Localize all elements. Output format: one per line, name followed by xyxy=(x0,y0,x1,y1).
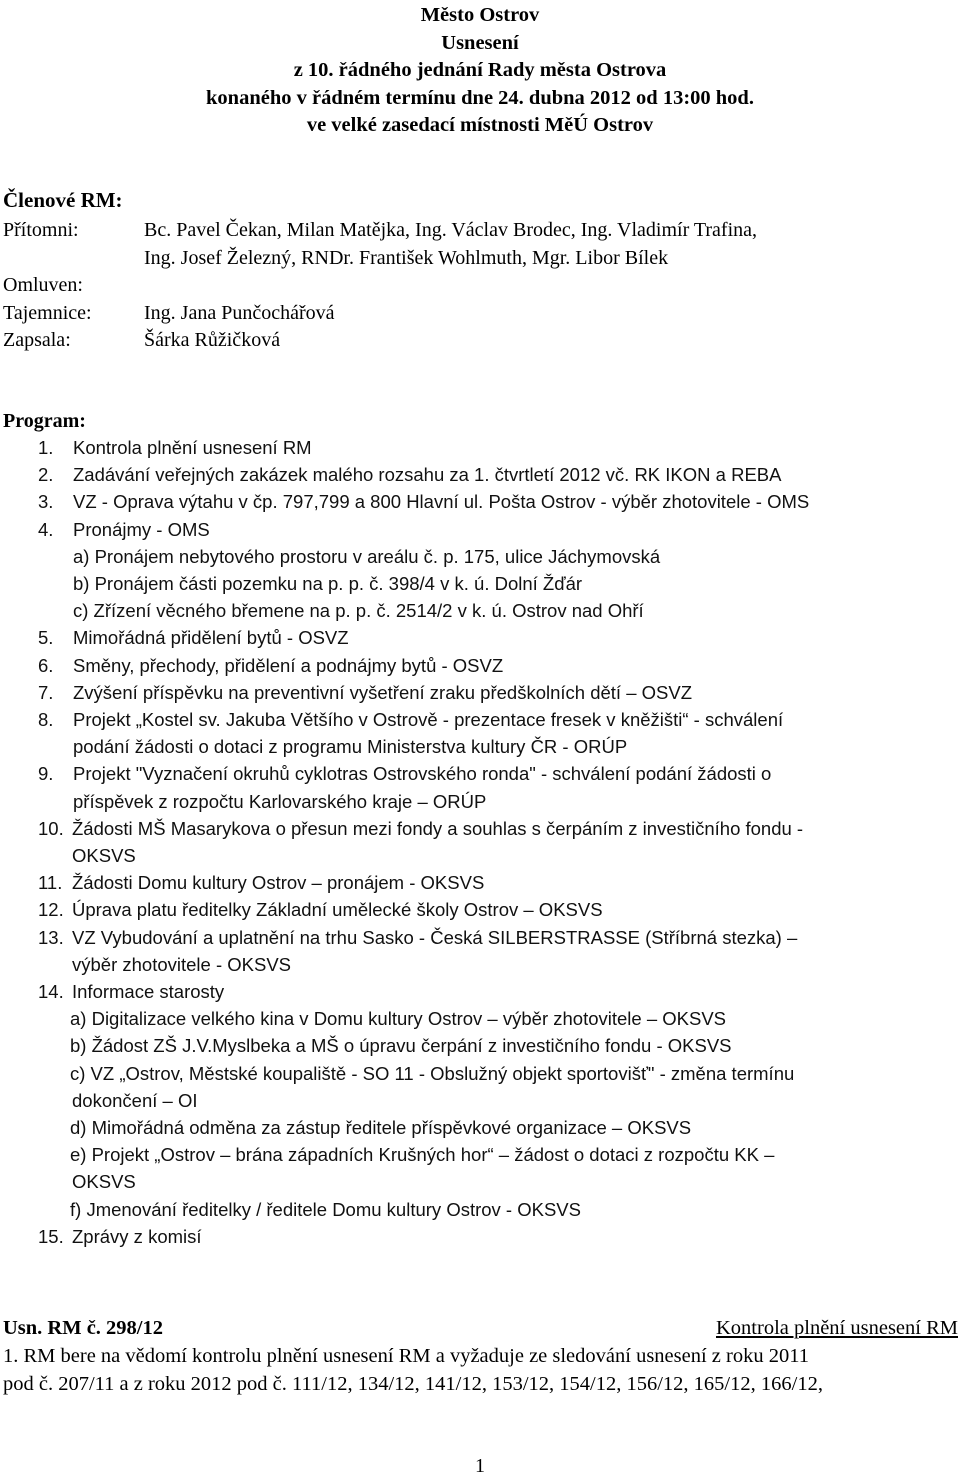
program-item-text: OKSVS xyxy=(72,845,136,866)
members-secretary-row xyxy=(3,300,953,328)
secretary-name: Ing. Jana Punčochářová xyxy=(144,301,335,324)
members-recorder-row xyxy=(3,327,953,355)
program-item-number: 6. xyxy=(38,654,54,676)
program-item-number: 14. xyxy=(38,981,64,1002)
resolution-title: Kontrola plnění usnesení RM xyxy=(716,1317,958,1339)
program-item-text: Kontrola plnění usnesení RM xyxy=(73,437,312,458)
program-item-text: Mimořádná přidělení bytů - OSVZ xyxy=(73,627,349,649)
program-item-text: f) Jmenování ředitelky / ředitele Domu kultury Ostrov - OKSVS xyxy=(70,1198,581,1220)
program-item-text: Žádosti Domu kultury Ostrov – pronájem - OKSVS xyxy=(72,872,485,894)
resolution-number: Usn. RM č. 298/12 xyxy=(3,1317,164,1339)
header-city: Město Ostrov xyxy=(420,4,540,26)
program-item-text: Projekt "Vyznačení okruhů cyklotras Ostrovského ronda" - schválení podání žádosti o xyxy=(73,763,772,785)
program-item-text: příspěvek z rozpočtu Karlovarského kraje – ORÚP xyxy=(73,790,487,812)
program-item-text: Informace starosty xyxy=(72,981,225,1002)
present-names-2: Ing. Josef Železný, RNDr. František Wohlmuth, Mgr. Libor Bílek xyxy=(144,246,669,269)
program-item-text: Pronájmy - OMS xyxy=(73,518,210,540)
program-item-text: a) Pronájem nebytového prostoru v areálu č. p. 175, ulice Jáchymovská xyxy=(73,545,661,567)
header-meeting: z 10. řádného jednání Rady města Ostrova xyxy=(293,59,667,81)
program-item-number: 8. xyxy=(38,709,54,730)
members-present-row-2 xyxy=(3,245,953,273)
program-item-text: c) Zřízení věcného břemene na p. p. č. 2514/2 v k. ú. Ostrov nad Ohří xyxy=(73,600,644,622)
document-header xyxy=(0,2,960,140)
program-item-number: 7. xyxy=(38,681,54,703)
program-item-number: 9. xyxy=(38,763,54,785)
program-item-text: a) Digitalizace velkého kina v Domu kultury Ostrov – výběr zhotovitele – OKSVS xyxy=(70,1008,727,1030)
program-item-number: 12. xyxy=(38,899,64,921)
program-item-text: podání žádosti o dotaci z programu Ministerstva kultury ČR - ORÚP xyxy=(73,736,628,758)
program-item-text: d) Mimořádná odměna za zástup ředitele příspěvkové organizace – OKSVS xyxy=(70,1117,692,1138)
members-present-row xyxy=(3,217,953,245)
resolution-header xyxy=(3,1314,958,1342)
secretary-label: Tajemnice: xyxy=(3,301,92,324)
program-item-number: 3. xyxy=(38,491,54,513)
program-item-text: dokončení – OI xyxy=(72,1089,198,1111)
program-item-text: Projekt „Kostel sv. Jakuba Většího v Ostrově - prezentace fresek v kněžišti“ - schválení xyxy=(73,709,784,730)
members-title: Členové RM: xyxy=(3,188,123,212)
header-venue: ve velké zasedací místnosti MěÚ Ostrov xyxy=(306,114,654,136)
program-item-number: 13. xyxy=(38,926,64,948)
present-label: Přítomni: xyxy=(3,219,79,241)
program-item-number: 1. xyxy=(38,437,54,458)
program-title: Program: xyxy=(3,410,86,432)
program-item-number: 10. xyxy=(38,817,64,839)
recorder-label: Zapsala: xyxy=(3,329,71,351)
program-item-text: e) Projekt „Ostrov – brána západních Krušných hor“ – žádost o dotaci z rozpočtu KK – xyxy=(70,1144,775,1166)
program-item-text: Směny, přechody, přidělení a podnájmy bytů - OSVZ xyxy=(73,654,504,676)
present-names-1: Bc. Pavel Čekan, Milan Matějka, Ing. Václav Brodec, Ing. Vladimír Trafina, xyxy=(144,219,758,241)
program-item-number: 4. xyxy=(38,518,54,540)
resolution-text-line-1: 1. RM bere na vědomí kontrolu plnění usnesení RM a vyžaduje ze sledování usnesení z roku 2011 xyxy=(3,1345,809,1367)
header-doc-type: Usnesení xyxy=(441,31,519,54)
recorder-name: Šárka Růžičková xyxy=(144,329,281,351)
members-excused-row xyxy=(3,272,953,300)
program-item-text: Zadávání veřejných zakázek malého rozsahu za 1. čtvrtletí 2012 vč. RK IKON a REBA xyxy=(73,464,782,486)
excused-label: Omluven: xyxy=(3,274,83,296)
program-item-text: VZ - Oprava výtahu v čp. 797,799 a 800 Hlavní ul. Pošta Ostrov - výběr zhotovitele - OMS xyxy=(73,491,810,513)
program-item-number: 11. xyxy=(38,872,63,894)
program-item-text: Úprava platu ředitelky Základní umělecké školy Ostrov – OKSVS xyxy=(72,899,603,921)
program-item-number: 2. xyxy=(38,464,54,486)
program-item-text: b) Pronájem části pozemku na p. p. č. 398/4 v k. ú. Dolní Žďár xyxy=(73,573,583,594)
resolution-text-line-2: pod č. 207/11 a z roku 2012 pod č. 111/12, 134/12, 141/12, 153/12, 154/12, 156/12, 165/12, 166/12, xyxy=(3,1373,823,1395)
program-item-number: 15. xyxy=(38,1225,64,1247)
program-item-text: výběr zhotovitele - OKSVS xyxy=(72,953,292,975)
program-item-text: b) Žádost ZŠ J.V.Myslbeka a MŠ o úpravu čerpání z investičního fondu - OKSVS xyxy=(70,1035,732,1057)
program-item-text: Žádosti MŠ Masarykova o přesun mezi fondy a souhlas s čerpáním z investičního fondu - xyxy=(72,817,804,839)
program-item-text: VZ Vybudování a uplatnění na trhu Sasko - Česká SILBERSTRASSE (Stříbrná stezka) – xyxy=(72,926,798,948)
program-item-text: OKSVS xyxy=(72,1171,136,1193)
header-date: konaného v řádném termínu dne 24. dubna 2012 od 13:00 hod. xyxy=(206,86,754,109)
program-item-text: Zprávy z komisí xyxy=(72,1225,202,1247)
program-item-text: c) VZ „Ostrov, Městské koupaliště - SO 11 - Obslužný objekt sportovišť" - změna termínu xyxy=(70,1062,795,1084)
page-number: 1 xyxy=(475,1455,485,1477)
program-item-number: 5. xyxy=(38,627,54,649)
program-item-text: Zvýšení příspěvku na preventivní vyšetření zraku předškolních dětí – OSVZ xyxy=(73,681,693,703)
